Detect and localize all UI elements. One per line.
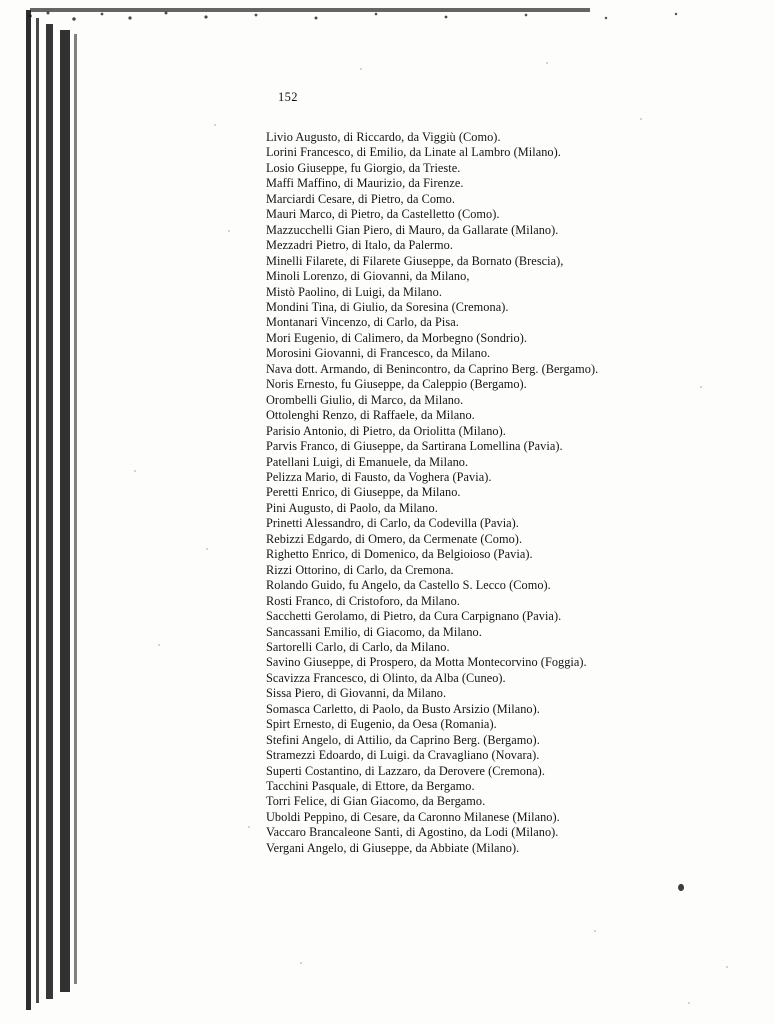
ink-blot [677,883,685,892]
list-item: Pelizza Mario, di Fausto, da Voghera (Pavia). [266,469,492,484]
list-item: Stefini Angelo, di Attilio, da Caprino Berg. (Bergamo). [266,732,540,747]
list-item: Ottolenghi Renzo, di Raffaele, da Milano. [266,408,475,423]
list-item: Montanari Vincenzo, di Carlo, da Pisa. [266,315,459,330]
scan-edge-artifact-4 [60,30,70,992]
list-item: Vaccaro Brancaleone Santi, di Agostino, da Lodi (Milano). [266,825,559,840]
list-item: Livio Augusto, di Riccardo, da Viggiù (Como). [266,130,501,144]
scan-speck [640,118,642,120]
list-item: Mauri Marco, di Pietro, da Castelletto (Como). [266,207,500,222]
scan-speck [688,1002,690,1004]
list-item: Somasca Carletto, di Paolo, da Busto Arsizio (Milano). [266,701,540,716]
scan-speck [228,230,230,232]
list-item: Mazzucchelli Gian Piero, di Mauro, da Gallarate (Milano). [266,222,559,237]
list-item: Rolando Guido, fu Angelo, da Castello S. Lecco (Como). [266,578,551,593]
list-item: Minelli Filarete, di Filarete Giuseppe, da Bornato (Brescia), [266,253,564,268]
scan-speck [248,826,250,828]
list-item: Sissa Piero, di Giovanni, da Milano. [266,686,447,701]
scan-edge-artifact-1 [26,10,31,1010]
scan-speck [158,644,160,646]
list-item: Noris Ernesto, fu Giuseppe, da Caleppio (Bergamo). [266,377,527,392]
list-item: Rebizzi Edgardo, di Omero, da Cermenate (Como). [266,531,523,546]
scan-speck [300,962,302,964]
list-item: Sacchetti Gerolamo, di Pietro, da Cura Carpignano (Pavia). [266,609,562,624]
list-item: Minoli Lorenzo, di Giovanni, da Milano, [266,269,470,284]
scan-speck [726,966,728,968]
list-item: Superti Costantino, di Lazzaro, da Derovere (Cremona). [266,763,545,778]
list-item: Nava dott. Armando, di Benincontro, da Caprino Berg. (Bergamo). [266,361,599,376]
list-item: Sancassani Emilio, di Giacomo, da Milano. [266,624,482,639]
list-item: Spirt Ernesto, di Eugenio, da Oesa (Romania). [266,717,497,732]
list-item: Lorini Francesco, di Emilio, da Linate al Lambro (Milano). [266,145,561,160]
list-item: Torri Felice, di Gian Giacomo, da Bergamo. [266,794,486,809]
scan-speck [206,548,208,550]
list-item: Patellani Luigi, di Emanuele, da Milano. [266,454,469,469]
list-item: Uboldi Peppino, di Cesare, da Caronno Milanese (Milano). [266,809,560,824]
scan-edge-artifact-2 [36,18,39,1003]
list-item: Mistò Paolino, di Luigi, da Milano. [266,284,442,299]
list-item: Mondini Tina, di Giulio, da Soresina (Cremona). [266,299,509,314]
scan-edge-artifact-top [26,10,726,26]
list-item: Scavizza Francesco, di Olinto, da Alba (Cuneo). [266,670,506,685]
list-item: Mezzadri Pietro, di Italo, da Palermo. [266,238,453,253]
list-item: Vergani Angelo, di Giuseppe, da Abbiate (Milano). [266,840,520,855]
list-item: Marciardi Cesare, di Pietro, da Como. [266,191,455,206]
list-item: Orombelli Giulio, di Marco, da Milano. [266,392,464,407]
scan-speck [360,68,362,70]
scan-speck [546,62,548,64]
list-item: Tacchini Pasquale, di Ettore, da Bergamo. [266,779,475,794]
scan-speck [134,470,136,472]
list-item: Stramezzi Edoardo, di Luigi. da Cravagliano (Novara). [266,748,540,763]
list-item: Prinetti Alessandro, di Carlo, da Codevilla (Pavia). [266,516,519,531]
list-item: Losio Giuseppe, fu Giorgio, da Trieste. [266,160,461,175]
page-number: 152 [278,90,298,104]
list-item: Savino Giuseppe, di Prospero, da Motta Montecorvino (Foggia). [266,655,587,670]
scan-edge-artifact-5 [74,34,77,984]
list-item: Pini Augusto, di Paolo, da Milano. [266,500,438,515]
list-item: Parvis Franco, di Giuseppe, da Sartirana Lomellina (Pavia). [266,439,563,454]
list-item: Maffi Maffino, di Maurizio, da Firenze. [266,176,464,191]
list-item: Peretti Enrico, di Giuseppe, da Milano. [266,485,461,500]
list-item: Sartorelli Carlo, di Carlo, da Milano. [266,639,450,654]
name-list [266,130,736,856]
list-item: Rosti Franco, di Cristoforo, da Milano. [266,593,460,608]
scan-speck [594,930,596,932]
list-item: Parisio Antonio, di Pietro, da Oriolitta (Milano). [266,423,506,438]
scan-speck [214,124,216,126]
list-item: Rizzi Ottorino, di Carlo, da Cremona. [266,562,454,577]
list-item: Righetto Enrico, di Domenico, da Belgioioso (Pavia). [266,547,533,562]
list-item: Morosini Giovanni, di Francesco, da Milano. [266,346,491,361]
scan-edge-artifact-top-bar [30,8,590,12]
scan-edge-artifact-3 [46,24,53,999]
list-item: Mori Eugenio, di Calimero, da Morbegno (Sondrio). [266,330,527,345]
